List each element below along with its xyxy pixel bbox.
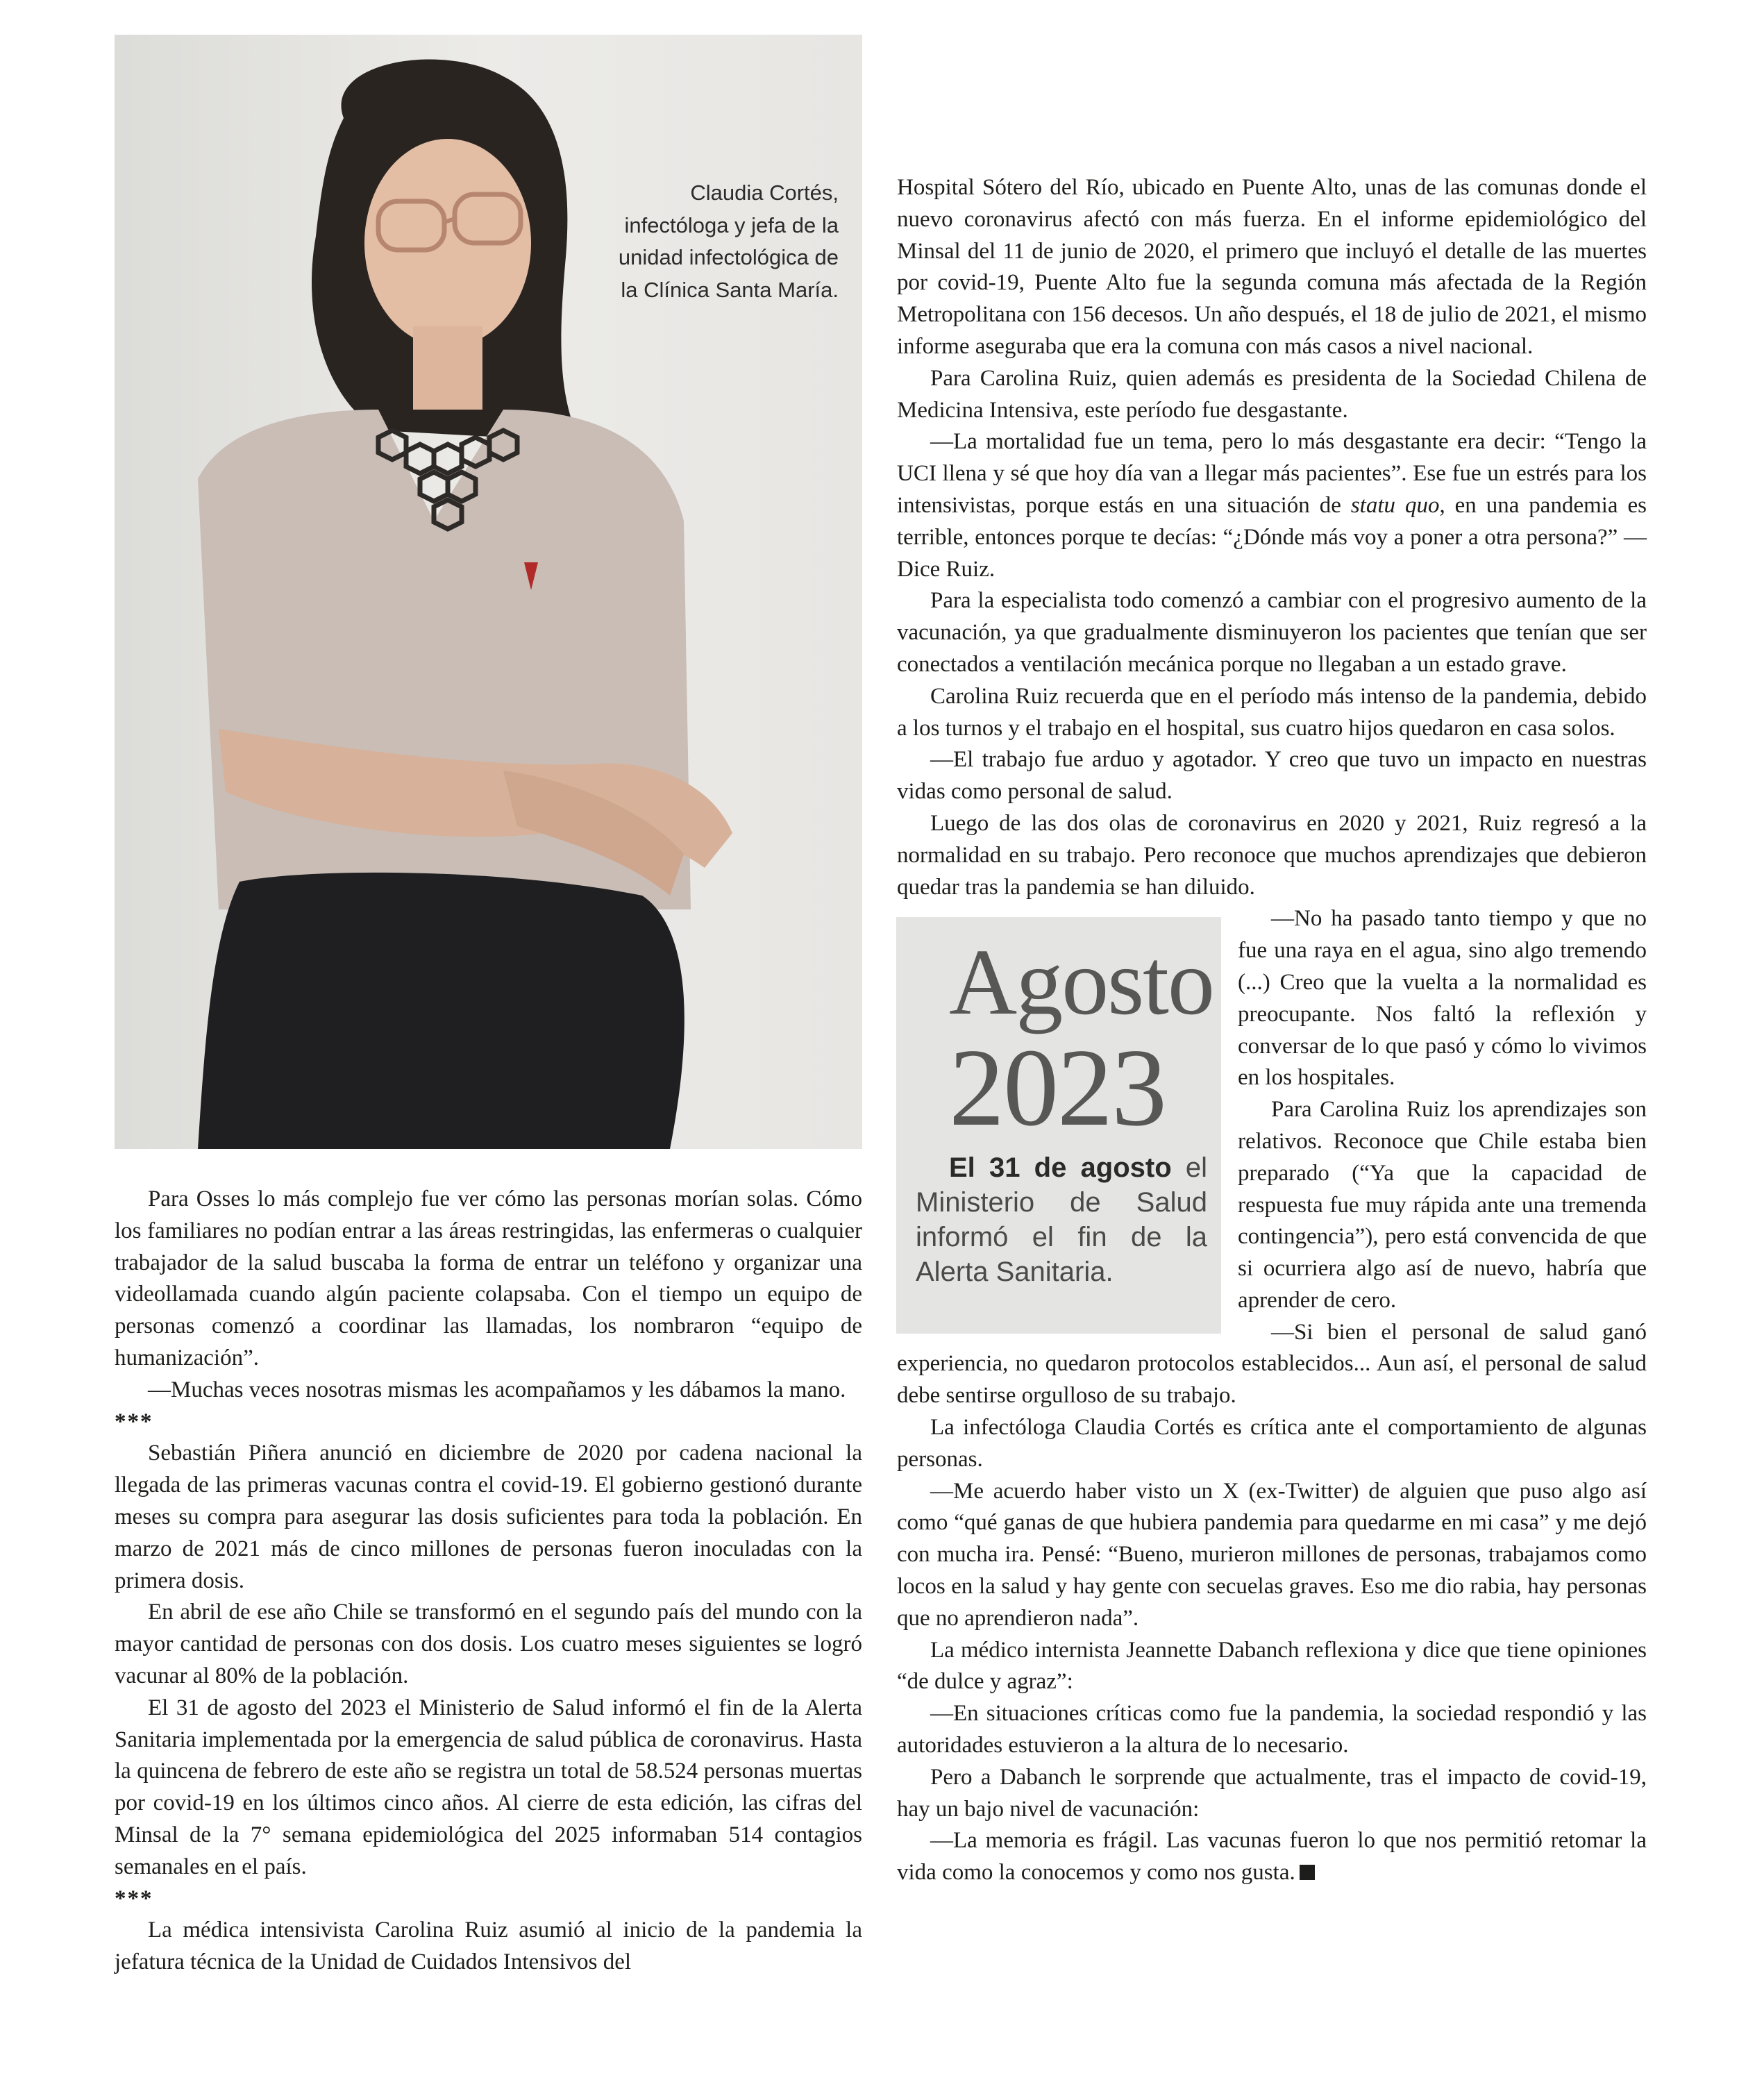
- paragraph: [897, 1825, 1647, 1889]
- paragraph: —Muchas veces nosotras mismas les acompañamos y les dábamos la mano.: [148, 1377, 846, 1402]
- paragraph: Carolina Ruiz recuerda que en el período más intenso de la pandemia, debido a los turnos y el trabajo en el hospital, sus cuatro hijos quedaron en casa solos.: [897, 683, 1647, 741]
- paragraph: Para Osses lo más complejo fue ver cómo las personas morían solas. Cómo los familiares no podían entrar a las áreas restringidas, las enfermeras o cualquier trabajador de la salud buscaba la forma de entrar un teléfono y organizar una videollamada cuando algún paciente colapsaba. Con el tiempo un equipo de personas comenzó a coordinar las llamadas, los nombraron “equipo de humanización”.: [115, 1186, 862, 1370]
- left-text-column: [115, 1184, 862, 1979]
- highlight-lead: El 31 de agosto: [949, 1152, 1172, 1184]
- paragraph: Luego de las dos olas de coronavirus en 2020 y 2021, Ruiz regresó a la normalidad en su trabajo. Pero reconoce que muchos aprendizajes que debieron quedar tras la pandemia se han diluido.: [897, 810, 1647, 900]
- paragraph: Hospital Sótero del Río, ubicado en Puente Alto, unas de las comunas donde el nuevo coronavirus afectó con más fuerza. En el informe epidemiológico del Minsal del 11 de junio de 2020, el primero que incluyó el detalle de las muertes por covid-19, Puente Alto fue la segunda comuna más afectada de la Región Metropolitana con 156 decesos. Un año después, el 18 de julio de 2021, el mismo informe aseguraba que era la comuna con más casos a nivel nacional.: [897, 175, 1647, 359]
- photo-caption: Claudia Cortés, infectóloga y jefa de la unidad infectológica de la Clínica Santa María.: [618, 181, 839, 302]
- paragraph: La infectóloga Claudia Cortés es crítica ante el comportamiento de algunas personas.: [897, 1415, 1647, 1472]
- paragraph: Sebastián Piñera anunció en diciembre de 2020 por cadena nacional la llegada de las primeras vacunas contra el covid-19. El gobierno gestionó durante meses su compra para asegurar las dosis suficientes para toda la población. En marzo de 2021 más de cinco millones de personas fueron inoculadas con la primera dosis.: [115, 1441, 862, 1593]
- highlight-month: Agosto: [949, 930, 1213, 1035]
- right-text-column: [897, 172, 1647, 1889]
- paragraph: Para Carolina Ruiz los aprendizajes son relativos. Reconoce que Chile estaba bien preparado (“Ya que la capacidad de respuesta fue muy rápida ante una tremenda contingencia”), pero está convencida de que si ocurriera algo así de nuevo, habría que aprender de cero.: [1238, 1097, 1647, 1313]
- highlight-year: 2023: [949, 1025, 1166, 1150]
- paragraph: Pero a Dabanch le sorprende que actualmente, tras el impacto de covid-19, hay un bajo nivel de vacunación:: [897, 1764, 1647, 1822]
- end-mark-icon: [1300, 1865, 1315, 1880]
- text-run: —La memoria es frágil. Las vacunas fueron lo que nos permitió retomar la vida como la conocemos y como nos gusta.: [897, 1828, 1647, 1886]
- text-run: , en una pandemia es terrible, entonces porque te decías: “¿Dónde más voy a poner a otra persona?” —Dice Ruiz.: [897, 492, 1647, 582]
- paragraph: [897, 426, 1647, 585]
- paragraph: El 31 de agosto del 2023 el Ministerio de Salud informó el fin de la Alerta Sanitaria implementada por la emergencia de salud pública de coronavirus. Hasta la quincena de febrero de este año se registra un total de 58.524 personas muertas por covid-19 en los últimos cinco años. Al cierre de esta edición, las cifras del Minsal de la 7° semana epidemiológica del 2025 informaban 514 contagios semanales en el país.: [115, 1695, 862, 1879]
- paragraph: Para Carolina Ruiz, quien además es presidenta de la Sociedad Chilena de Medicina Intensiva, este período fue desgastante.: [897, 365, 1647, 423]
- section-separator: ***: [115, 1409, 153, 1434]
- paragraph: —El trabajo fue arduo y agotador. Y creo que tuvo un impacto en nuestras vidas como personal de salud.: [897, 747, 1647, 805]
- paragraph: La médico internista Jeannette Dabanch reflexiona y dice que tiene opiniones “de dulce y agraz”:: [897, 1637, 1647, 1695]
- emphasis: statu quo: [1350, 492, 1440, 518]
- paragraph: La médica intensivista Carolina Ruiz asumió al inicio de la pandemia la jefatura técnica de la Unidad de Cuidados Intensivos del: [115, 1917, 862, 1975]
- paragraph: —No ha pasado tanto tiempo y que no fue una raya en el agua, sino algo tremendo (...) Creo que la vuelta a la normalidad es preocupante. Nos faltó la reflexión y conversar de lo que pasó y cómo lo vivimos en los hospitales.: [1238, 906, 1647, 1091]
- highlight-text: [916, 1150, 1207, 1289]
- highlight-rest: el Ministerio de Salud informó el fin de la Alerta Sanitaria.: [916, 1152, 1207, 1288]
- paragraph: —Si bien el personal de salud ganó experiencia, no quedaron protocolos establecidos... Aun así, el personal de salud debe sentirse orgulloso de su trabajo.: [897, 1319, 1647, 1409]
- paragraph: En abril de ese año Chile se transformó en el segundo país del mundo con la mayor cantidad de personas con dos dosis. Los cuatro meses siguientes se logró vacunar al 80% de la población.: [115, 1600, 862, 1688]
- text-run: —La mortalidad fue un tema, pero lo más desgastante era decir: “Tengo la UCI llena y sé que hoy día van a llegar más pacientes”. Ese fue un estrés para los intensivistas, porque estás en una situación de: [897, 429, 1647, 518]
- paragraph: —Me acuerdo haber visto un X (ex-Twitter) de alguien que puso algo así como “qué ganas de que hubiera pandemia para quedarme en mi casa” y me dejó con mucha ira. Pensé: “Bueno, murieron millones de personas, trabajamos como locos en la salud y hay gente con secuelas graves. Eso me dio rabia, hay personas que no aprendieron nada”.: [897, 1478, 1647, 1631]
- section-separator: ***: [115, 1886, 153, 1911]
- portrait-photo: [115, 35, 862, 1149]
- paragraph: —En situaciones críticas como fue la pandemia, la sociedad respondió y las autoridades estuvieron a la altura de lo necesario.: [897, 1701, 1647, 1759]
- paragraph: Para la especialista todo comenzó a cambiar con el progresivo aumento de la vacunación, ya que gradualmente disminuyeron los pacientes que tenían que ser conectados a ventilación mecánica porque no llegaban a un estado grave.: [897, 588, 1647, 677]
- date-highlight-box: [896, 917, 1221, 1334]
